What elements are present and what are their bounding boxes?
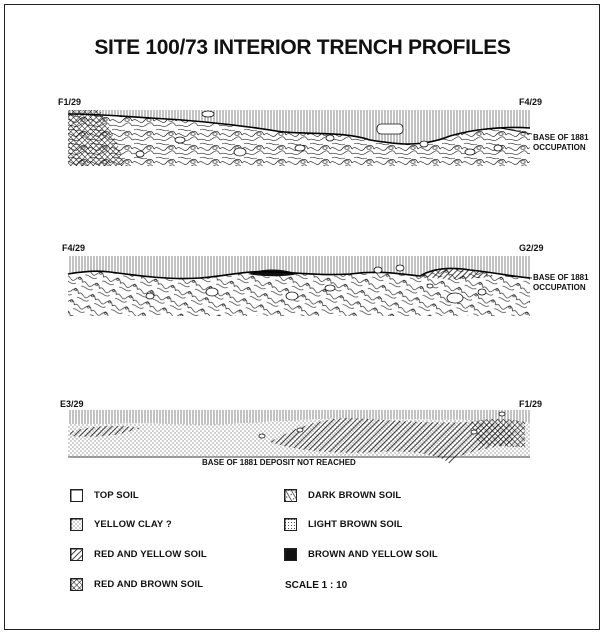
profile-3-note: BASE OF 1881 DEPOSIT NOT REACHED <box>202 458 356 467</box>
dark-brown-swatch <box>284 489 297 502</box>
legend-label: LIGHT BROWN SOIL <box>308 519 403 530</box>
profile-3-left-label: E3/29 <box>60 399 84 409</box>
legend-item-dark-brown <box>284 489 401 502</box>
profile-1-left-label: F1/29 <box>58 97 82 107</box>
legend-label: RED AND BROWN SOIL <box>94 579 204 590</box>
legend-item-light-brown <box>284 518 402 531</box>
top-soil-swatch <box>70 489 83 502</box>
profile-1-right-label: F4/29 <box>519 97 543 107</box>
profile-2-left-label: F4/29 <box>62 243 86 253</box>
red-yellow-swatch <box>70 548 83 561</box>
legend-label: TOP SOIL <box>94 490 139 501</box>
scale-label: SCALE 1 : 10 <box>285 580 348 591</box>
profile-2 <box>0 246 605 326</box>
profile-1 <box>0 100 605 180</box>
legend-item-red-yellow <box>70 548 207 561</box>
red-brown-swatch <box>70 578 83 591</box>
brown-yellow-swatch <box>284 548 297 561</box>
profile-3-right-label: F1/29 <box>519 399 543 409</box>
yellow-clay-swatch <box>70 518 83 531</box>
legend-label: DARK BROWN SOIL <box>308 490 402 501</box>
profile-2-note: BASE OF 1881 OCCUPATION <box>533 273 589 292</box>
legend-label: YELLOW CLAY ? <box>94 519 172 530</box>
legend-label: RED AND YELLOW SOIL <box>94 549 207 560</box>
diagram-title: SITE 100/73 INTERIOR TRENCH PROFILES <box>94 36 511 59</box>
legend-item-yellow-clay <box>70 518 172 531</box>
light-brown-swatch <box>284 518 297 531</box>
legend-item-top-soil <box>70 489 139 502</box>
legend-label: BROWN AND YELLOW SOIL <box>308 549 438 560</box>
profile-2-right-label: G2/29 <box>519 243 544 253</box>
legend-item-brown-yellow <box>284 548 438 561</box>
profile-1-note: BASE OF 1881 OCCUPATION <box>533 133 589 152</box>
legend-item-red-brown <box>70 578 203 591</box>
